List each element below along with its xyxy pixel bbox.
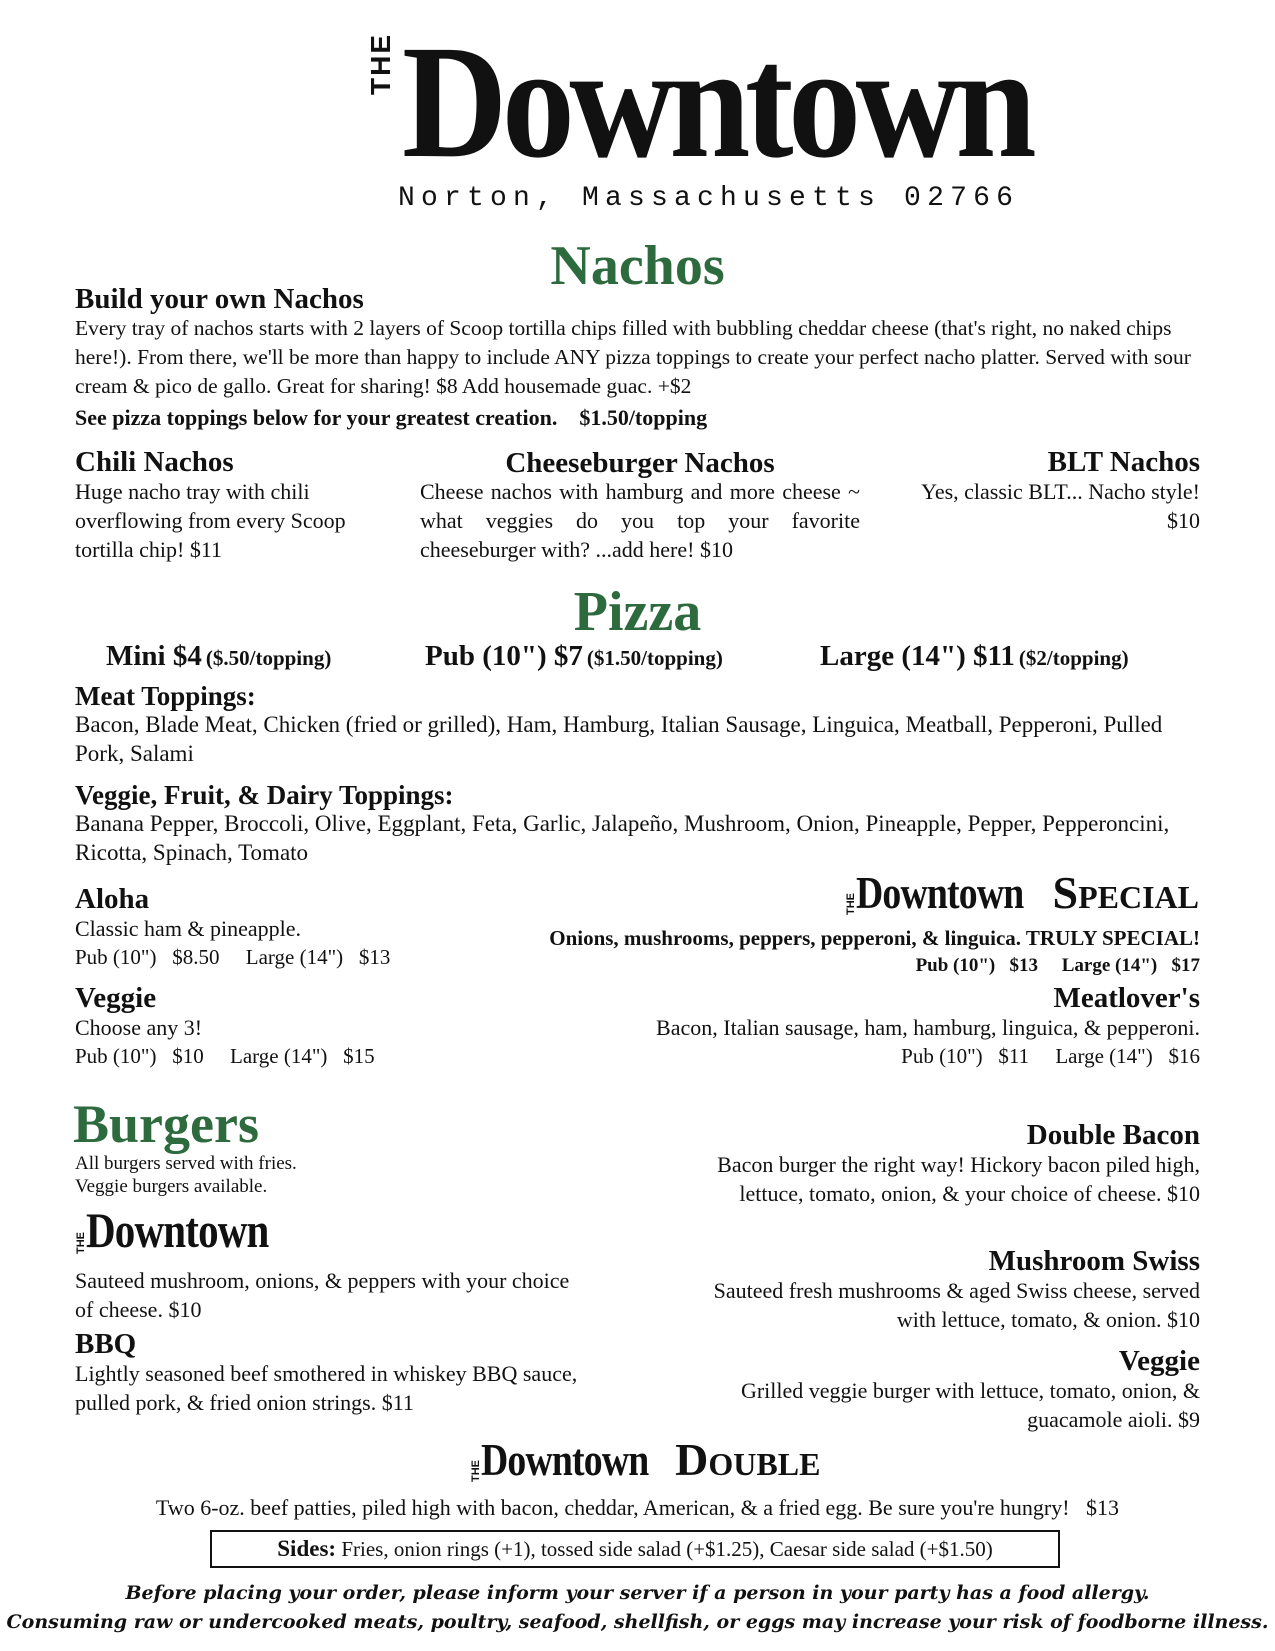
blt-nachos-name: BLT Nachos bbox=[1047, 446, 1200, 478]
downtown-special-logo bbox=[840, 866, 1199, 919]
double-the: THE bbox=[470, 1460, 482, 1483]
bbq-desc: Lightly seasoned beef smothered in whiskey BBQ sauce, pulled pork, & fried onion strings. $11 bbox=[75, 1361, 578, 1415]
aloha-prices: Pub (10") $8.50 Large (14") $13 bbox=[75, 945, 391, 969]
veggie-pizza-name: Veggie bbox=[75, 982, 157, 1014]
size-mini-label: Mini $4 bbox=[106, 640, 202, 672]
burger-the: THE bbox=[75, 1232, 87, 1255]
burger-name: Downtown bbox=[86, 1202, 269, 1258]
size-pub bbox=[425, 640, 723, 673]
cheeseburger-nachos-desc: Cheese nachos with hamburg and more cheese ~ what veggies do you top your favorite cheeseburger with? ...add here! $10 bbox=[420, 479, 860, 562]
allergy-disclaimer: Before placing your order, please inform your server if a person in your party has a food allergy. bbox=[125, 1582, 1150, 1604]
downtown-double-desc: Two 6-oz. beef patties, piled high with bacon, cheddar, American, & a fried egg. Be sure you're hungry! $13 bbox=[155, 1495, 1120, 1520]
downtown-double-logo bbox=[465, 1433, 820, 1486]
special-name: Downtown bbox=[856, 867, 1024, 918]
build-nachos-desc: Every tray of nachos starts with 2 layers of Scoop tortilla chips filled with bubbling cheddar cheese (that's right, no naked chips here!). From there, we'll be more than happy to include ANY pizza toppings to create your perfect nacho platter. Served with sour cream & pico de gallo. Great for sharing! $8 Add housemade guac. +$2 bbox=[75, 316, 1191, 398]
special-rest: PECIAL bbox=[1078, 879, 1199, 915]
meatlovers-desc: Bacon, Italian sausage, ham, hamburg, linguica, & pepperoni. bbox=[656, 1015, 1200, 1040]
downtown-burger-desc: Sauteed mushroom, onions, & peppers with your choice of cheese. $10 bbox=[75, 1268, 570, 1322]
double-rest: OUBLE bbox=[708, 1446, 821, 1482]
aloha-desc: Classic ham & pineapple. bbox=[75, 916, 302, 941]
special-prices: Pub (10") $13 Large (14") $17 bbox=[915, 955, 1200, 976]
mushroom-swiss-name: Mushroom Swiss bbox=[988, 1245, 1200, 1277]
special-desc: Onions, mushrooms, peppers, pepperoni, & linguica. TRULY SPECIAL! bbox=[549, 926, 1200, 950]
size-mini bbox=[106, 640, 331, 673]
sides-label: Sides: bbox=[277, 1536, 337, 1561]
size-large-label: Large (14") $11 bbox=[820, 640, 1015, 672]
nachos-title: Nachos bbox=[550, 235, 725, 297]
downtown-burger-logo bbox=[70, 1203, 309, 1257]
veggie-burger-name: Veggie bbox=[1118, 1345, 1200, 1377]
mushroom-swiss-desc: Sauteed fresh mushrooms & aged Swiss cheese, served with lettuce, tomato, & onion. $10 bbox=[713, 1278, 1200, 1332]
meat-toppings-title: Meat Toppings: bbox=[75, 681, 256, 711]
size-large-topping: ($2/topping) bbox=[1018, 646, 1129, 670]
burgers-note-fries: All burgers served with fries. bbox=[75, 1153, 297, 1174]
aloha-name: Aloha bbox=[75, 883, 150, 915]
logo-address: Norton, Massachusetts 02766 bbox=[398, 183, 1020, 214]
size-pub-topping: ($1.50/topping) bbox=[586, 646, 723, 670]
veggie-pizza-prices: Pub (10") $10 Large (14") $15 bbox=[75, 1044, 375, 1068]
double-bacon-desc: Bacon burger the right way! Hickory bacon piled high, lettuce, tomato, onion, & your choice of cheese. $10 bbox=[717, 1152, 1200, 1206]
veggie-pizza-desc: Choose any 3! bbox=[75, 1015, 203, 1040]
blt-nachos-desc: Yes, classic BLT... Nacho style! bbox=[921, 479, 1200, 504]
chili-nachos-desc: Huge nacho tray with chili overflowing from every Scoop tortilla chip! $11 bbox=[75, 479, 346, 562]
veggie-toppings-list: Banana Pepper, Broccoli, Olive, Eggplant, Feta, Garlic, Jalapeño, Mushroom, Onion, Pineapple, Pepper, Pepperoncini, Ricotta, Spinach, Tomato bbox=[75, 811, 1170, 865]
foodborne-disclaimer: Consuming raw or undercooked meats, poultry, seafood, shellfish, or eggs may increase your risk of foodborne illness. bbox=[6, 1611, 1269, 1633]
size-mini-topping: ($.50/topping) bbox=[205, 646, 332, 670]
chili-nachos-name: Chili Nachos bbox=[75, 446, 234, 478]
sides-list: Fries, onion rings (+1), tossed side salad (+$1.25), Caesar side salad (+$1.50) bbox=[336, 1537, 993, 1561]
pizza-title: Pizza bbox=[573, 581, 702, 643]
special-the: THE bbox=[845, 893, 858, 916]
meat-toppings-list: Bacon, Blade Meat, Chicken (fried or grilled), Ham, Hamburg, Italian Sausage, Linguica, Meatball, Pepperoni, Pulled Pork, Salami bbox=[75, 712, 1163, 766]
logo-the: THE bbox=[365, 33, 396, 95]
double-name: Downtown bbox=[481, 1434, 649, 1485]
cheeseburger-nachos-name: Cheeseburger Nachos bbox=[505, 447, 775, 479]
build-nachos-note: See pizza toppings below for your greatest creation. $1.50/topping bbox=[75, 405, 708, 430]
bbq-name: BBQ bbox=[75, 1328, 137, 1360]
double-bacon-name: Double Bacon bbox=[1026, 1119, 1200, 1151]
veggie-burger-desc: Grilled veggie burger with lettuce, tomato, onion, & guacamole aioli. $9 bbox=[740, 1378, 1200, 1432]
meatlovers-prices: Pub (10") $11 Large (14") $16 bbox=[901, 1044, 1200, 1068]
double-initial: D bbox=[675, 1434, 709, 1485]
burgers-title: Burgers bbox=[73, 1094, 259, 1154]
build-nachos-name: Build your own Nachos bbox=[75, 283, 364, 315]
size-pub-label: Pub (10") $7 bbox=[425, 640, 583, 672]
sides-box bbox=[210, 1530, 1060, 1568]
blt-nachos-price: $10 bbox=[1167, 508, 1200, 533]
size-large bbox=[820, 640, 1129, 673]
special-initial: S bbox=[1052, 867, 1079, 918]
logo-name: Downtown bbox=[402, 13, 1032, 192]
veggie-toppings-title: Veggie, Fruit, & Dairy Toppings: bbox=[75, 780, 454, 810]
burgers-note-veggie: Veggie burgers available. bbox=[75, 1176, 268, 1197]
meatlovers-name: Meatlover's bbox=[1053, 982, 1200, 1014]
